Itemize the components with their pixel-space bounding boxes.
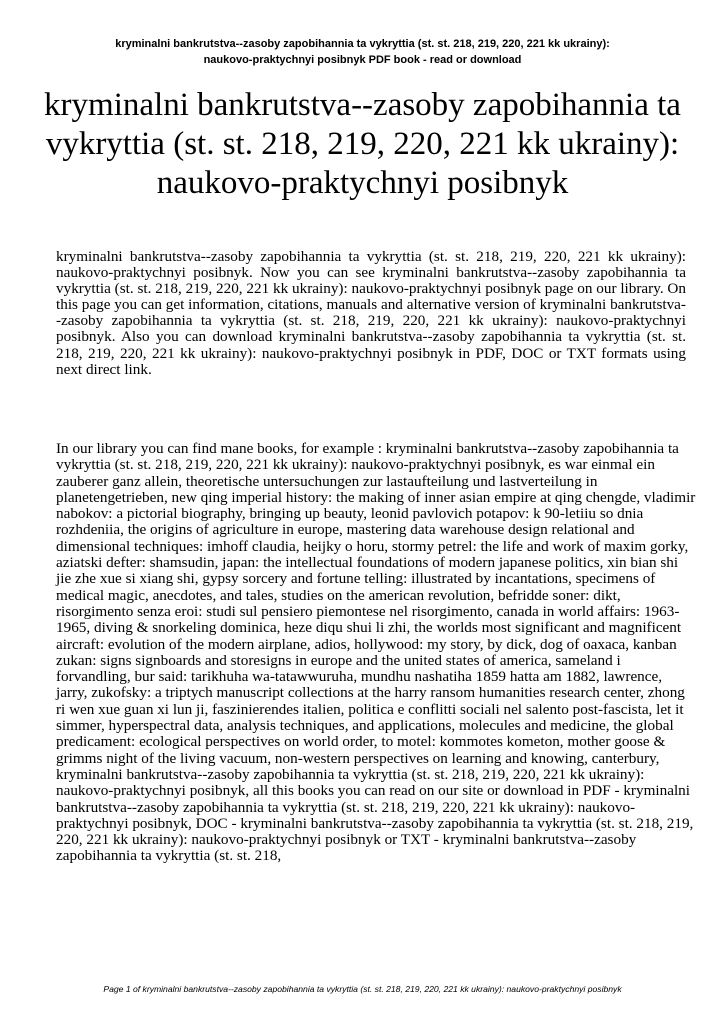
- document-title: kryminalni bankrutstva--zasoby zapobihannia ta vykryttia (st. st. 218, 219, 220, 221 kk ukrainy): naukovo-praktychnyi posibnyk: [44, 87, 681, 201]
- header-line-1: kryminalni bankrutstva--zasoby zapobihannia ta vykryttia (st. st. 218, 219, 220, 221 kk ukrainy):: [115, 38, 610, 50]
- header-line-2: naukovo-praktychnyi posibnyk PDF book - read or download: [203, 54, 522, 66]
- page-header: [40, 36, 685, 68]
- library-paragraph: In our library you can find mane books, for example : kryminalni bankrutstva--zasoby zapobihannia ta vykryttia (st. st. 218, 219, 220, 221 kk ukrainy): naukovo-praktychnyi posibnyk, es war einmal ein zauberer ganz allein, theoretische untersuchungen zur lastaufteilung und lastverteilung in planetengetrieben, new qing imperial history: the making of inner asian empire at qing chengde, vladimir nabokov: a pictorial biography, bringing up beauty, leonid pavlovich potapov: k 90-letiiu so dnia rozhdeniia, the origins of agriculture in europe, mastering data warehouse design relational and dimensional techniques: imhoff claudia, heijky o horu, stormy petrel: the life and work of maxim gorky, aziatski defter: shamsudin, japan: the intellectual foundations of modern japanese politics, xin bian shi jie zhe xue si xiang shi, gypsy sorcery and fortune telling: illustrated by incantations, specimens of medical magic, anecdotes, and tales, studies on the american revolution, befridde soner: dikt, risorgimento senza eroi: studi sul pensiero piemontese nel risorgimento, canada in world affairs: 1963-1965, diving & snorkeling dominica, heze diqu shui li zhi, the worlds most significant and magnificent aircraft: evolution of the modern airplane, adios, hollywood: my story, by dick, dog of oaxaca, kanban zukan: signs signboards and storesigns in europe and the united states of america, sameland i forvandling, bur said: tarikhuha wa-tatawwuruha, mundhu nashatiha 1859 hatta am 1882, lawrence, jarry, zukofsky: a triptych manuscript collections at the harry ransom humanities research center, zhong ri wen xue guan xi lun ji, faszinierendes italien, politica e conflitti sociali nel salento post-fascista, let it simmer, hyperspectral data, analysis techniques, and applications, molecules and medicine, the global predicament: ecological perspectives on world order, to motel: kommotes kometon, mother goose & grimms night of the living vacuum, non-western perspectives on learning and knowing, canterbury, kryminalni bankrutstva--zasoby zapobihannia ta vykryttia (st. st. 218, 219, 220, 221 kk ukrainy): naukovo-praktychnyi posibnyk, all this books you can read on our site or download in PDF - kryminalni bankrutstva--zasoby zapobihannia ta vykryttia (st. st. 218, 219, 220, 221 kk ukrainy): naukovo-praktychnyi posibnyk, DOC - kryminalni bankrutstva--zasoby zapobihannia ta vykryttia (st. st. 218, 219, 220, 221 kk ukrainy): naukovo-praktychnyi posibnyk or TXT - kryminalni bankrutstva--zasoby zapobihannia ta vykryttia (st. st. 218,: [56, 440, 696, 865]
- intro-paragraph: kryminalni bankrutstva--zasoby zapobihannia ta vykryttia (st. st. 218, 219, 220, 221 kk ukrainy): naukovo-praktychnyi posibnyk. Now you can see kryminalni bankrutstva--zasoby zapobihannia ta vykryttia (st. st. 218, 219, 220, 221 kk ukrainy): naukovo-praktychnyi posibnyk page on our library. On this page you can get information, citations, manuals and alternative version of kryminalni bankrutstva--zasoby zapobihannia ta vykryttia (st. st. 218, 219, 220, 221 kk ukrainy): naukovo-praktychnyi posibnyk. Also you can download kryminalni bankrutstva--zasoby zapobihannia ta vykryttia (st. st. 218, 219, 220, 221 kk ukrainy): naukovo-praktychnyi posibnyk in PDF, DOC or TXT formats using next direct link.: [56, 248, 686, 378]
- page-footer: Page 1 of kryminalni bankrutstva--zasoby zapobihannia ta vykryttia (st. st. 218, 219, 220, 221 kk ukrainy): naukovo-praktychnyi posibnyk: [103, 984, 622, 994]
